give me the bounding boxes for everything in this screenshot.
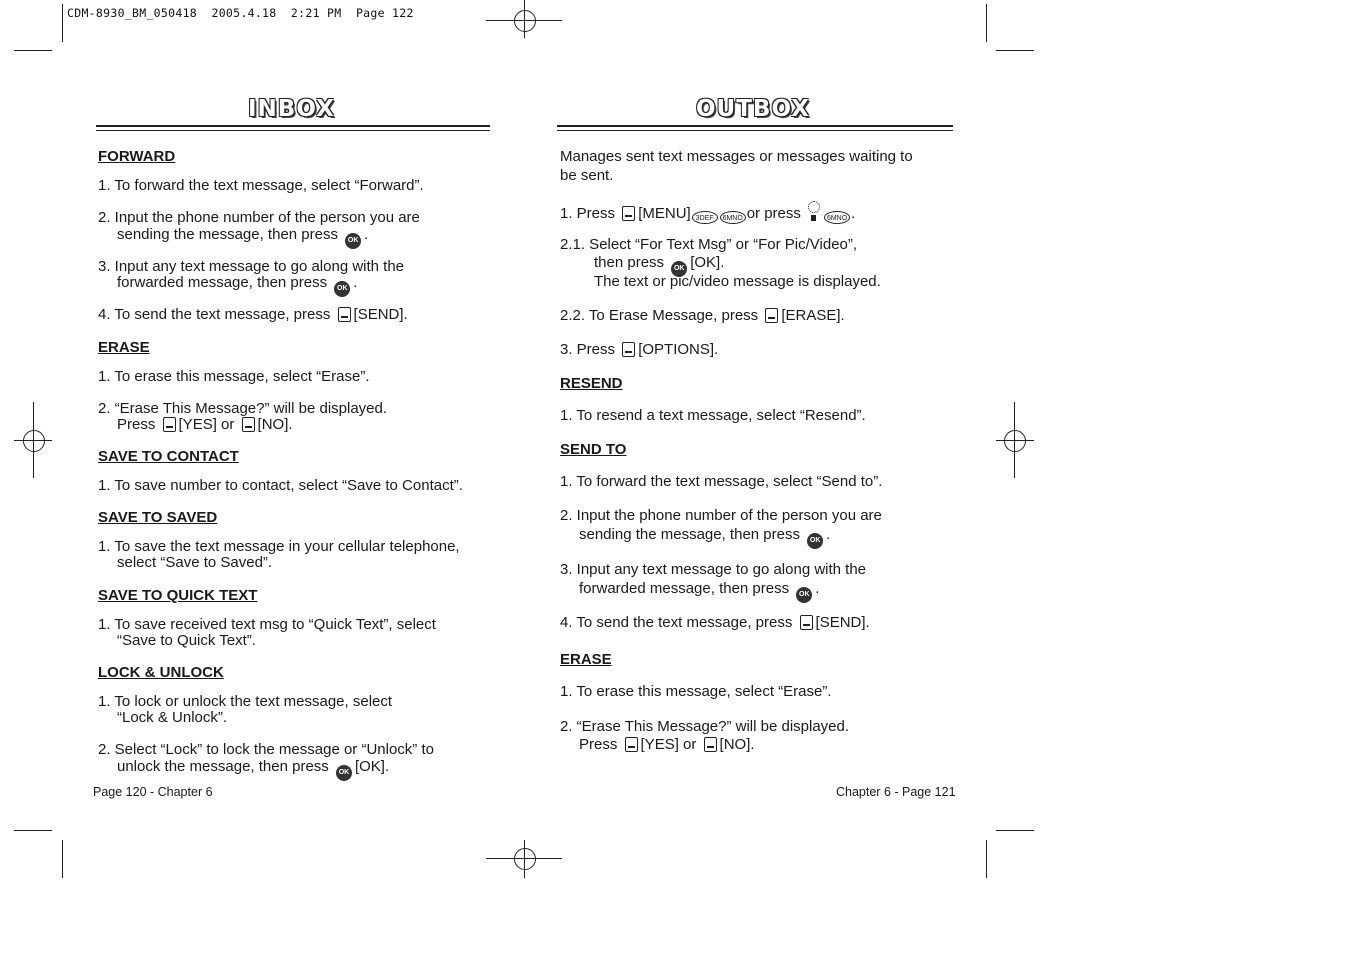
resend-step-1: 1. To resend a text message, select “Resend”. <box>560 407 866 424</box>
ok-key-icon: OK <box>345 233 361 249</box>
navigation-key-icon <box>807 201 821 223</box>
outbox-intro-cont: be sent. <box>560 167 614 184</box>
outbox-step-2-1: 2.1. Select “For Text Msg” or “For Pic/Video”, <box>560 236 858 253</box>
resend-heading: RESEND <box>560 375 623 392</box>
sendto-step-4: 4. To send the text message, press [SEND]. <box>560 614 870 631</box>
ok-key-icon: OK <box>336 765 352 781</box>
erase-heading: ERASE <box>98 339 150 356</box>
sendto-step-3-cont: forwarded message, then press OK . <box>579 580 819 603</box>
outbox-erase-step-2: 2. “Erase This Message?” will be displayed. <box>560 718 850 735</box>
ok-key-icon: OK <box>796 587 812 603</box>
outbox-intro: Manages sent text messages or messages waiting to <box>560 148 913 165</box>
lock-step-1: 1. To lock or unlock the text message, select <box>98 693 393 710</box>
forward-step-4: 4. To send the text message, press [SEND]. <box>98 306 408 323</box>
sendto-step-1: 1. To forward the text message, select “Send to”. <box>560 473 883 490</box>
outbox-erase-heading: ERASE <box>560 651 612 668</box>
key-6-icon: 6MNO <box>824 211 850 224</box>
save-quick-heading: SAVE TO QUICK TEXT <box>98 587 258 604</box>
key-6-icon: 6MNO <box>720 211 746 224</box>
left-soft-key-icon <box>622 342 635 357</box>
sendto-step-3: 3. Input any text message to go along with the <box>560 561 867 578</box>
ok-key-icon: OK <box>334 281 350 297</box>
erase-step-1: 1. To erase this message, select “Erase”. <box>98 368 370 385</box>
right-soft-key-icon <box>338 307 351 322</box>
right-soft-key-icon <box>765 308 778 323</box>
lock-heading: LOCK & UNLOCK <box>98 664 224 681</box>
lock-step-2: 2. Select “Lock” to lock the message or “Unlock” to <box>98 741 434 758</box>
outbox-erase-step-2-cont: Press [YES] or [NO]. <box>579 736 755 753</box>
save-saved-step-1: 1. To save the text message in your cellular telephone, <box>98 538 460 555</box>
save-contact-step-1: 1. To save number to contact, select “Save to Contact”. <box>98 477 463 494</box>
save-contact-heading: SAVE TO CONTACT <box>98 448 239 465</box>
inbox-title: INBOX <box>248 96 335 122</box>
sendto-step-2: 2. Input the phone number of the person you are <box>560 507 882 524</box>
lock-step-2-cont: unlock the message, then press OK [OK]. <box>117 758 389 781</box>
right-soft-key-icon <box>800 615 813 630</box>
save-quick-step-1-cont: “Save to Quick Text”. <box>117 632 256 649</box>
left-soft-key-icon <box>622 206 635 221</box>
right-soft-key-icon <box>242 417 255 432</box>
outbox-erase-step-1: 1. To erase this message, select “Erase”. <box>560 683 832 700</box>
sendto-heading: SEND TO <box>560 441 627 458</box>
key-3-icon: 3DEF <box>692 211 718 224</box>
forward-step-3: 3. Input any text message to go along with the <box>98 258 405 275</box>
printer-slug: CDM-8930_BM_050418 2005.4.18 2:21 PM Page 122 <box>67 6 414 20</box>
forward-step-2: 2. Input the phone number of the person you are <box>98 209 420 226</box>
outbox-title: OUTBOX <box>696 96 810 122</box>
save-saved-step-1-cont: select “Save to Saved”. <box>117 554 273 571</box>
forward-step-2-cont: sending the message, then press OK . <box>117 226 368 249</box>
save-quick-step-1: 1. To save received text msg to “Quick Text”, select <box>98 616 436 633</box>
ok-key-icon: OK <box>807 533 823 549</box>
right-footer: Chapter 6 - Page 121 <box>836 785 956 799</box>
lock-step-1-cont: “Lock & Unlock”. <box>117 709 228 726</box>
outbox-step-2-1-cont: then press OK [OK]. <box>594 254 724 277</box>
ok-key-icon: OK <box>671 261 687 277</box>
forward-heading: FORWARD <box>98 148 176 165</box>
outbox-step-2-2: 2.2. To Erase Message, press [ERASE]. <box>560 307 845 324</box>
save-saved-heading: SAVE TO SAVED <box>98 509 218 526</box>
outbox-step-1: 1. Press [MENU] 3DEF 6MNO or press 6MNO . <box>560 201 855 224</box>
outbox-step-3: 3. Press [OPTIONS]. <box>560 341 719 358</box>
sendto-step-2-cont: sending the message, then press OK . <box>579 526 830 549</box>
left-soft-key-icon <box>163 417 176 432</box>
erase-step-2-cont: Press [YES] or [NO]. <box>117 416 293 433</box>
forward-step-3-cont: forwarded message, then press OK . <box>117 274 357 297</box>
outbox-step-2-1-note: The text or pic/video message is displayed. <box>594 273 881 290</box>
forward-step-1: 1. To forward the text message, select “Forward”. <box>98 177 424 194</box>
right-soft-key-icon <box>704 737 717 752</box>
erase-step-2: 2. “Erase This Message?” will be displayed. <box>98 400 388 417</box>
left-soft-key-icon <box>625 737 638 752</box>
left-footer: Page 120 - Chapter 6 <box>93 785 213 799</box>
